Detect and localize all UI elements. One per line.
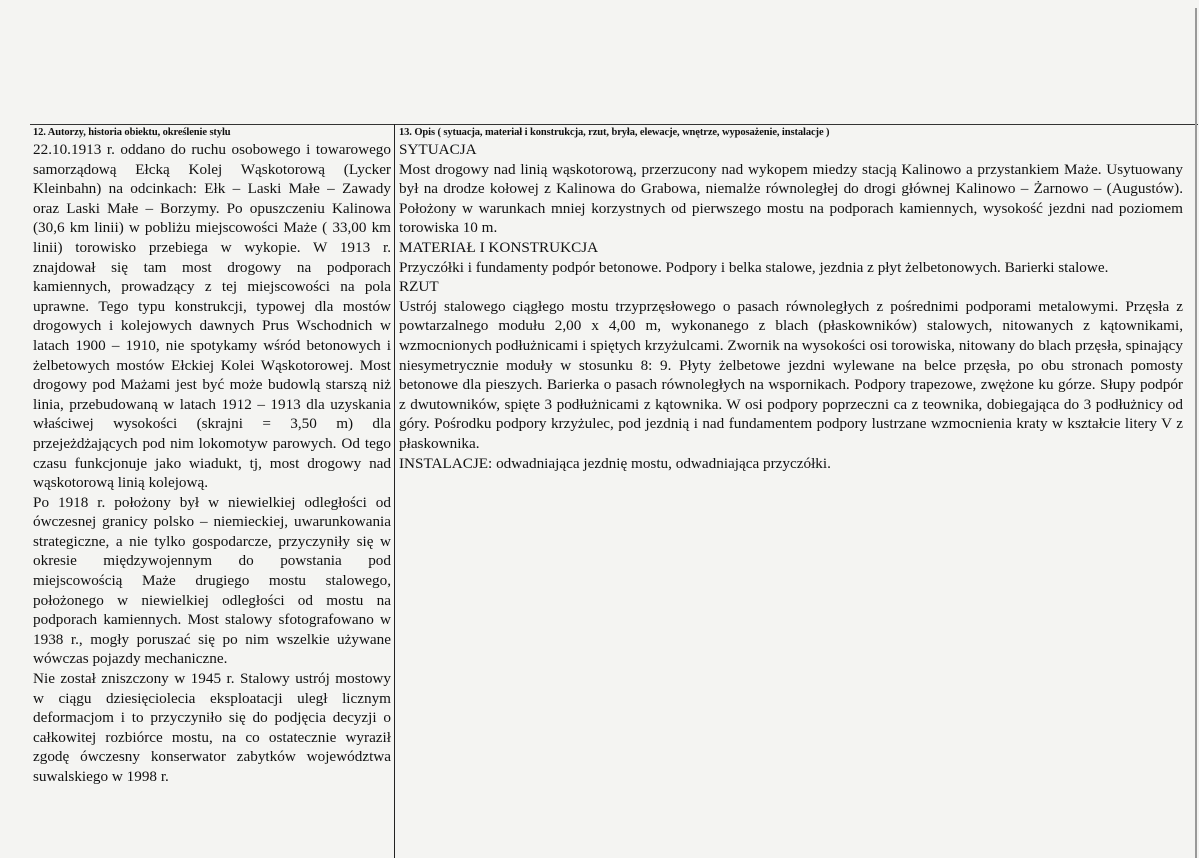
description-column — [399, 126, 1183, 473]
history-heading: 12. Autorzy, historia obiektu, określenie stylu — [33, 127, 231, 138]
history-paragraph-1: 22.10.1913 r. oddano do ruchu osobowego i towarowego samorządową Ełcką Kolej Wąskotorową (Lycker Kleinbahn) na odcinkach: Ełk – Laski Małe – Zawady oraz Laski Małe – Borzymy. Po opuszczeniu Kalinowa (30,6 km linii) w pobliżu miejscowości Maże ( 33,00 km linii) torowisko przebiega w wykopie. W 1913 r. znajdował się tam most drogowy na podporach kamiennych, prowadzący z tej miejscowości na pola uprawne. Tego typu konstrukcji, typowej dla mostów drogowych i kolejowych dawnych Prus Wschodnich w latach 1900 – 1910, nie spotykamy wśród betonowych i żelbetowych mostów Ełckiej Kolei Wąskotorowej. Most drogowy pod Mażami jest być może budowlą starszą niż linia, przebudowaną w latach 1912 – 1913 dla uzyskania właściwej wysokości (skrajni = 3,50 m) dla przejeżdżających pod nim lokomotyw parowych. Od tego czasu funkcjonuje jako wiadukt, tj, most drogowy nad wąskotorową linią kolejową. — [33, 141, 391, 492]
table-top-border — [30, 124, 1198, 125]
description-heading: 13. Opis ( sytuacja, materiał i konstrukcja, rzut, bryła, elewacje, wnętrze, wyposażenie, instalacje ) — [399, 127, 830, 138]
material-text: Przyczółki i fundamenty podpór betonowe. Podpory i belka stalowe, jezdnia z płyt żelbetonowych. Barierki stalowe. — [399, 258, 1109, 276]
column-divider — [394, 124, 395, 858]
rzut-text: Ustrój stalowego ciągłego mostu trzyprzęsłowego o pasach równoległych z pośrednimi podporami metalowymi. Przęsła z powtarzalnego modułu 2,00 x 4,00 m, wykonanego z blach (płaskowników) stalowych, nitowanych z kątownikami, wzmocnionych podłużnicami i spiętych krzyżulcami. Zwornik na wysokości osi torowiska, nitowany do blach przęsła, spinający niesymetrycznie moduły w stosunku 8: 9. Płyty żelbetowe jezdni wylewane na belce przęsła, po obu stronach pomosty betonowe dla pieszych. Barierka o pasach równoległych na wspornikach. Podpory trapezowe, zwężone ku górze. Słupy podpór z dwutowników, spięte 3 podłużnicami z kątownika. W osi podpory poprzeczni ca z teownika, dobiegająca do 3 podłużnicy od góry. Pośrodku podpory krzyżulec, pod jezdnią i nad fundamentem podpory lustrzane wzmocnienia kraty w kształcie litery V z płaskownika. — [399, 297, 1183, 452]
instalacje-text: INSTALACJE: odwadniająca jezdnię mostu, odwadniająca przyczółki. — [399, 454, 831, 472]
history-paragraph-3: Nie został zniszczony w 1945 r. Stalowy ustrój mostowy w ciągu dziesięciolecia eksploatacji uległ licznym deformacjom i to przyczyniło się do podjęcia decyzji o całkowitej rozbiórce mostu, na co ostatecznie wyraził zgodę ówczesny konserwator zabytków województwa suwalskiego w 1998 r. — [33, 670, 391, 785]
page-edge — [1195, 8, 1197, 858]
rzut-label: RZUT — [399, 278, 439, 296]
material-label: MATERIAŁ I KONSTRUKCJA — [399, 238, 599, 256]
history-column — [33, 126, 391, 787]
history-paragraph-2: Po 1918 r. położony był w niewielkiej odległości od ówczesnej granicy polsko – niemieckiej, uwarunkowania strategiczne, a nie tylko gospodarcze, przyczyniły się w okresie międzywojennym do powstania pod miejscowością Maże drugiego mostu stalowego, położonego w niewielkiej odległości od mostu na podporach kamiennych. Most stalowy sfotografowano w 1938 r., mogły poruszać się po nim wszelkie używane wówczas pojazdy mechaniczne. — [33, 493, 391, 668]
sytuacja-label: SYTUACJA — [399, 141, 477, 158]
sytuacja-text: Most drogowy nad linią wąskotorową, przerzucony nad wykopem miedzy stacją Kalinowo a przystankiem Maże. Usytuowany był na drodze kołowej z Kalinowa do Grabowa, niemalże równoległej do drogi głównej Kalinowo – Żarnowo – (Augustów). Położony w warunkach mniej korzystnych od pierwszego mostu na podporach kamiennych, wysokość jezdni nad poziomem torowiska 10 m. — [399, 160, 1183, 237]
